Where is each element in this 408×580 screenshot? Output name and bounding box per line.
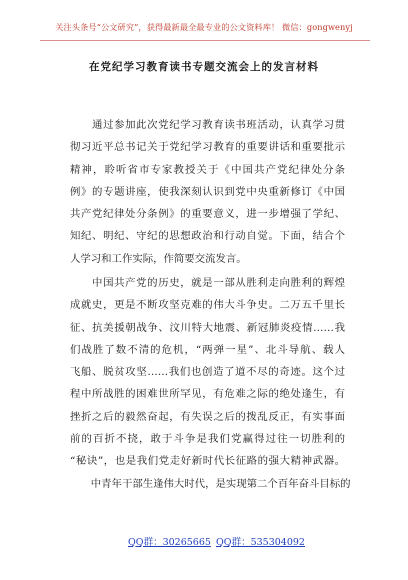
- paragraph-2: [70, 272, 351, 495]
- text-line: “秘诀”，也是我们党走好新时代长征路的强大精神武器。: [70, 455, 345, 468]
- qq-group-link-2[interactable]: QQ群：535304092: [216, 537, 305, 548]
- text-line: 知纪、明纪、守纪的思想政治和行动自觉。下面，结合个: [70, 230, 345, 243]
- paragraph-1: [70, 114, 345, 270]
- text-line: 征、抗美援朝战争、汶川特大地震、新冠肺炎疫情……我: [70, 321, 345, 334]
- text-line: 共产党纪律处分条例》的重要意义，进一步增强了学纪、: [70, 208, 345, 221]
- text-line: 例》的专题讲座，使我深刻认识到党中央重新修订《中国: [70, 185, 345, 198]
- text-line: 挫折之后的毅然奋起，有失误之后的拨乱反正，有实事面: [70, 410, 345, 423]
- text-line: 人学习和工作实际，作简要交流发言。: [70, 252, 247, 265]
- text-line: 们战胜了数不清的危机，“两弹一星”、北斗导航、载人: [70, 343, 345, 356]
- text-line: 中青年干部生逢伟大时代，是实现第二个百年奋斗目标的: [70, 477, 351, 490]
- text-line: 飞船、脱贫攻坚……我们也创造了道不尽的奇迹。这个过: [70, 366, 345, 379]
- text-line: 前的百折不挠，敢于斗争是我们党赢得过往一切胜利的: [70, 433, 345, 446]
- text-line: 精神，聆听省市专家教授关于《中国共产党纪律处分条: [70, 163, 345, 176]
- text-line: 彻习近平总书记关于党纪学习教育的重要讲话和重要批示: [70, 141, 345, 154]
- text-line: 程中所战胜的困难世所罕见，有危难之际的绝处逢生，有: [70, 388, 345, 401]
- header-divider: [40, 40, 370, 41]
- text-line: 通过参加此次党纪学习教育读书班活动，认真学习贯: [70, 119, 345, 131]
- document-title: 在党纪学习教育读书专题交流会上的发言材料: [89, 61, 319, 73]
- qq-group-link-1[interactable]: QQ群：30265665: [128, 537, 211, 548]
- text-line: 成就史，更是不断攻坚克难的伟大斗争史。二万五千里长: [70, 299, 345, 312]
- header-promo-note: 关注头条号“公文研究”，获得最新最全最专业的公文资料库！ 微信：gongwenyj: [55, 22, 353, 32]
- text-line: 中国共产党的历史，就是一部从胜利走向胜利的辉煌: [70, 277, 345, 289]
